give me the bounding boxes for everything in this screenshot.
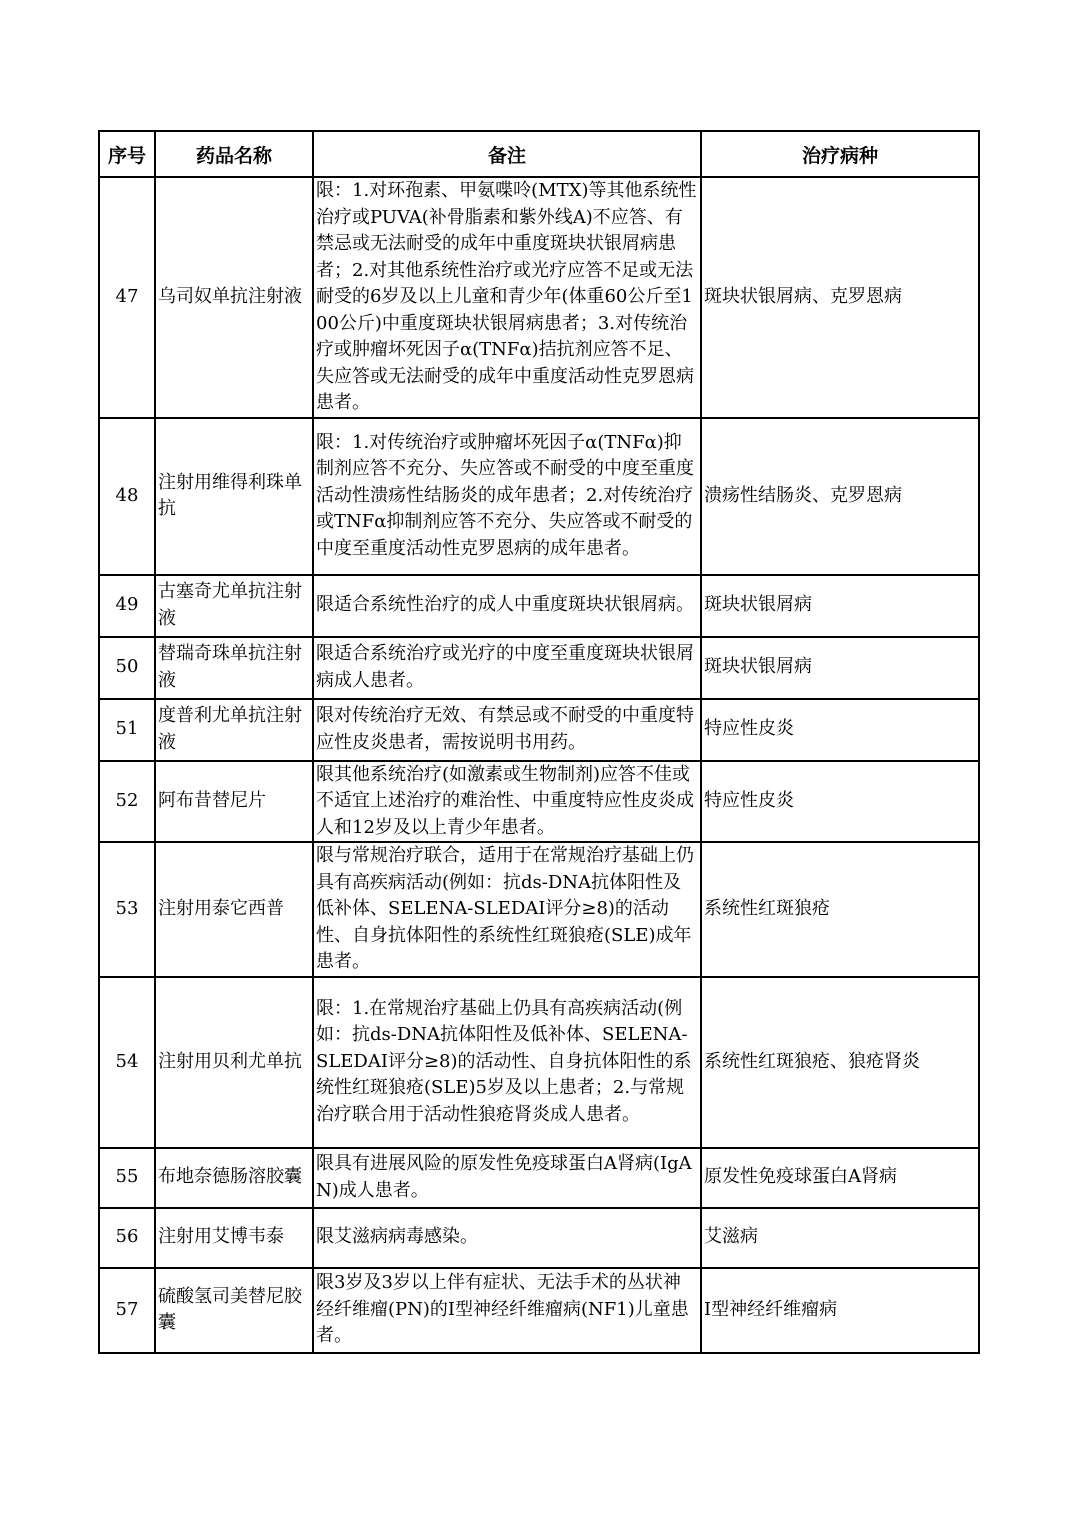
cell-note: 限艾滋病病毒感染。	[313, 1208, 701, 1268]
cell-no: 57	[99, 1268, 155, 1353]
cell-disease: 艾滋病	[701, 1208, 979, 1268]
cell-drug-name: 替瑞奇珠单抗注射液	[155, 637, 313, 699]
cell-drug-name: 注射用泰它西普	[155, 842, 313, 977]
cell-no: 49	[99, 575, 155, 637]
cell-no: 54	[99, 977, 155, 1148]
cell-no: 47	[99, 177, 155, 418]
cell-drug-name: 古塞奇尤单抗注射液	[155, 575, 313, 637]
table-row	[99, 842, 979, 977]
cell-disease: 系统性红斑狼疮、狼疮肾炎	[701, 977, 979, 1148]
cell-note: 限3岁及3岁以上伴有症状、无法手术的丛状神经纤维瘤(PN)的I型神经纤维瘤病(NF1)儿童患者。	[313, 1268, 701, 1353]
cell-disease: 系统性红斑狼疮	[701, 842, 979, 977]
table-body	[99, 177, 979, 1353]
cell-note: 限对传统治疗无效、有禁忌或不耐受的中重度特应性皮炎患者，需按说明书用药。	[313, 699, 701, 761]
header-drug-name: 药品名称	[155, 131, 313, 177]
cell-drug-name: 布地奈德肠溶胶囊	[155, 1148, 313, 1208]
cell-note: 限：1.对传统治疗或肿瘤坏死因子α(TNFα)抑制剂应答不充分、失应答或不耐受的中度至重度活动性溃疡性结肠炎的成年患者；2.对传统治疗或TNFα抑制剂应答不充分、失应答或不耐受的中度至重度活动性克罗恩病的成年患者。	[313, 418, 701, 575]
table-row	[99, 1208, 979, 1268]
header-disease: 治疗病种	[701, 131, 979, 177]
cell-drug-name: 度普利尤单抗注射液	[155, 699, 313, 761]
drug-table	[98, 130, 980, 1354]
table-row	[99, 575, 979, 637]
table-row	[99, 699, 979, 761]
cell-drug-name: 注射用维得利珠单抗	[155, 418, 313, 575]
header-note: 备注	[313, 131, 701, 177]
cell-no: 48	[99, 418, 155, 575]
table-row	[99, 177, 979, 418]
cell-disease: 斑块状银屑病	[701, 637, 979, 699]
cell-note: 限其他系统治疗(如激素或生物制剂)应答不佳或不适宜上述治疗的难治性、中重度特应性皮炎成人和12岁及以上青少年患者。	[313, 761, 701, 843]
cell-note: 限与常规治疗联合，适用于在常规治疗基础上仍具有高疾病活动(例如：抗ds-DNA抗体阳性及低补体、SELENA-SLEDAI评分≥8)的活动性、自身抗体阳性的系统性红斑狼疮(SLE)成年患者。	[313, 842, 701, 977]
table-row	[99, 1148, 979, 1208]
header-row	[99, 131, 979, 177]
table-row	[99, 761, 979, 843]
cell-note: 限适合系统性治疗的成人中重度斑块状银屑病。	[313, 575, 701, 637]
cell-disease: 特应性皮炎	[701, 761, 979, 843]
cell-drug-name: 硫酸氢司美替尼胶囊	[155, 1268, 313, 1353]
table-row	[99, 1268, 979, 1353]
cell-drug-name: 注射用艾博韦泰	[155, 1208, 313, 1268]
cell-disease: 原发性免疫球蛋白A肾病	[701, 1148, 979, 1208]
table-header	[99, 131, 979, 177]
table-row	[99, 637, 979, 699]
header-no: 序号	[99, 131, 155, 177]
cell-no: 56	[99, 1208, 155, 1268]
cell-disease: 斑块状银屑病	[701, 575, 979, 637]
table-row	[99, 418, 979, 575]
cell-note: 限具有进展风险的原发性免疫球蛋白A肾病(IgAN)成人患者。	[313, 1148, 701, 1208]
cell-no: 50	[99, 637, 155, 699]
cell-disease: I型神经纤维瘤病	[701, 1268, 979, 1353]
cell-disease: 溃疡性结肠炎、克罗恩病	[701, 418, 979, 575]
cell-note: 限适合系统治疗或光疗的中度至重度斑块状银屑病成人患者。	[313, 637, 701, 699]
cell-drug-name: 阿布昔替尼片	[155, 761, 313, 843]
cell-no: 52	[99, 761, 155, 843]
cell-drug-name: 乌司奴单抗注射液	[155, 177, 313, 418]
cell-disease: 斑块状银屑病、克罗恩病	[701, 177, 979, 418]
cell-no: 51	[99, 699, 155, 761]
cell-no: 55	[99, 1148, 155, 1208]
cell-drug-name: 注射用贝利尤单抗	[155, 977, 313, 1148]
cell-note: 限：1.对环孢素、甲氨喋呤(MTX)等其他系统性治疗或PUVA(补骨脂素和紫外线A)不应答、有禁忌或无法耐受的成年中重度斑块状银屑病患者；2.对其他系统性治疗或光疗应答不足或无法耐受的6岁及以上儿童和青少年(体重60公斤至100公斤)中重度斑块状银屑病患者；3.对传统治疗或肿瘤坏死因子α(TNFα)拮抗剂应答不足、失应答或无法耐受的成年中重度活动性克罗恩病患者。	[313, 177, 701, 418]
cell-note: 限：1.在常规治疗基础上仍具有高疾病活动(例如：抗ds-DNA抗体阳性及低补体、SELENA-SLEDAI评分≥8)的活动性、自身抗体阳性的系统性红斑狼疮(SLE)5岁及以上患者；2.与常规治疗联合用于活动性狼疮肾炎成人患者。	[313, 977, 701, 1148]
cell-no: 53	[99, 842, 155, 977]
table-row	[99, 977, 979, 1148]
cell-disease: 特应性皮炎	[701, 699, 979, 761]
